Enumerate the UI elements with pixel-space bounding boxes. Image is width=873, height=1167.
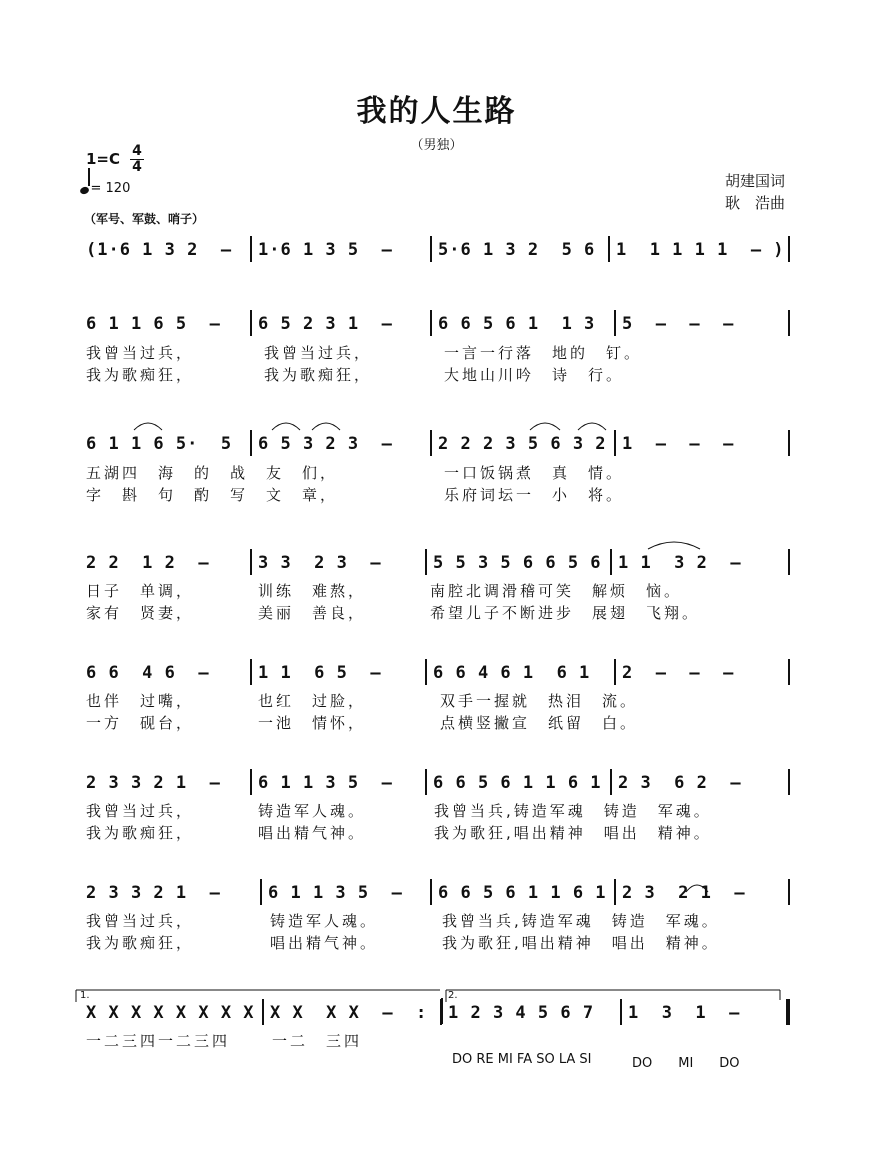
instrument-note: （军号、军鼓、哨子） bbox=[84, 212, 205, 226]
lyric-line: 五湖四 海 的 战 友 们， bbox=[86, 464, 339, 482]
song-subtitle: （男独） bbox=[410, 138, 463, 153]
bar-line bbox=[425, 769, 427, 795]
lyric-line: 日子 单调， bbox=[86, 582, 195, 600]
lyric-line: 一口饭锅煮 真 情。 bbox=[444, 464, 625, 482]
bar-line bbox=[430, 236, 432, 262]
measure-6-4: 2 3 6 2 – bbox=[618, 773, 742, 793]
lyric-line: 我为歌痴狂， bbox=[86, 934, 195, 952]
lyric-line: 铸造军人魂。 bbox=[258, 802, 367, 820]
measure-7-2: 6 1 1 3 5 – bbox=[268, 883, 403, 903]
bar-line bbox=[788, 769, 790, 795]
lyric-line: 一池 情怀， bbox=[258, 714, 367, 732]
composer: 耿 浩曲 bbox=[724, 194, 785, 212]
lyric-line: 我为歌痴狂， bbox=[86, 824, 195, 842]
time-signature bbox=[130, 144, 144, 175]
measure-5-2: 1 1 6 5 – bbox=[258, 663, 382, 683]
measure-3-1: 6 1 1 6 5· 5 bbox=[86, 434, 233, 454]
quarter-note-icon bbox=[79, 186, 90, 196]
song-title: 我的人生路 bbox=[356, 94, 517, 129]
measure-5-4: 2 – – – bbox=[622, 663, 735, 683]
measure-4-2: 3 3 2 3 – bbox=[258, 553, 382, 573]
bar-line bbox=[425, 659, 427, 685]
measure-3-4: 1 – – – bbox=[622, 434, 735, 454]
bar-line bbox=[250, 310, 252, 336]
lyric-line: 一二三四一二三四 bbox=[86, 1032, 231, 1050]
lyric-line: 大地山川吟 诗 行。 bbox=[444, 366, 625, 384]
bar-line bbox=[610, 549, 612, 575]
lyric-line: 乐府词坛一 小 将。 bbox=[444, 486, 625, 504]
measure-7-1: 2 3 3 2 1 – bbox=[86, 883, 221, 903]
measure-8-4: 1 3 1 – bbox=[628, 1003, 741, 1023]
measure-3-3: 2 2 2 3 5 6 3 2 bbox=[438, 434, 607, 454]
bar-line bbox=[614, 879, 616, 905]
lyric-line: 我为歌狂,唱出精神 唱出 精神。 bbox=[442, 934, 720, 952]
lyric-line: 我曾当过兵， bbox=[86, 802, 195, 820]
lyric-line: 美丽 善良， bbox=[258, 604, 367, 622]
lyric-line: 训练 难熬， bbox=[258, 582, 367, 600]
ending-2-label: 2. bbox=[448, 990, 458, 1001]
bar-line bbox=[614, 310, 616, 336]
lyric-line: 也伴 过嘴， bbox=[86, 692, 195, 710]
lyric-line: 字 斟 句 酌 写 文 章， bbox=[86, 486, 339, 504]
measure-1-4: 1 1 1 1 1 – ) bbox=[616, 240, 785, 260]
bar-line bbox=[610, 769, 612, 795]
lyric-line: 我曾当过兵， bbox=[86, 344, 195, 362]
measure-5-3: 6 6 4 6 1 6 1 bbox=[433, 663, 591, 683]
bar-line bbox=[620, 999, 622, 1025]
measure-3-2: 6 5 3 2 3 – bbox=[258, 434, 393, 454]
lyric-line: 我曾当过兵， bbox=[86, 912, 195, 930]
time-numerator: 4 bbox=[132, 143, 142, 159]
lyric-line: 我曾当兵,铸造军魂 铸造 军魂。 bbox=[442, 912, 720, 930]
bar-line bbox=[788, 430, 790, 456]
lyric-line: 我为歌狂,唱出精神 唱出 精神。 bbox=[434, 824, 712, 842]
time-denominator: 4 bbox=[132, 159, 142, 175]
measure-8-1: X X X X X X X X bbox=[86, 1003, 255, 1023]
measure-8-3: 1 2 3 4 5 6 7 bbox=[448, 1003, 595, 1023]
slur-mark bbox=[272, 423, 300, 430]
bar-line bbox=[440, 999, 442, 1025]
lyric-line: 也红 过脸， bbox=[258, 692, 367, 710]
measure-4-3: 5 5 3 5 6 6 5 6 bbox=[433, 553, 602, 573]
key-signature: 1=C bbox=[86, 150, 121, 168]
lyric-line: 一方 砚台， bbox=[86, 714, 195, 732]
bar-line bbox=[430, 430, 432, 456]
bar-line bbox=[614, 430, 616, 456]
measure-1-1: (1·6 1 3 2 – bbox=[86, 240, 233, 260]
bar-line bbox=[608, 236, 610, 262]
bar-line bbox=[250, 236, 252, 262]
ending-1-label: 1. bbox=[80, 990, 90, 1001]
lyric-line: 一言一行落 地的 钉。 bbox=[444, 344, 643, 362]
tempo-marking bbox=[80, 174, 130, 196]
slur-mark bbox=[648, 542, 700, 549]
measure-6-1: 2 3 3 2 1 – bbox=[86, 773, 221, 793]
slur-mark bbox=[578, 423, 606, 430]
bar-line bbox=[260, 879, 262, 905]
bar-line bbox=[788, 659, 790, 685]
slur-mark bbox=[312, 423, 340, 430]
measure-6-2: 6 1 1 3 5 – bbox=[258, 773, 393, 793]
bar-line bbox=[788, 549, 790, 575]
bar-line bbox=[250, 659, 252, 685]
solfege-line: DO RE MI FA SO LA SI bbox=[452, 1052, 592, 1067]
lyric-line: 南腔北调滑稽可笑 解烦 恼。 bbox=[430, 582, 683, 600]
bar-line bbox=[788, 310, 790, 336]
slur-mark bbox=[134, 423, 162, 430]
lyricist: 胡建国词 bbox=[724, 172, 785, 190]
tempo-value: = 120 bbox=[90, 181, 131, 196]
bar-line bbox=[425, 549, 427, 575]
bar-line bbox=[430, 310, 432, 336]
bar-line bbox=[788, 879, 790, 905]
measure-5-1: 6 6 4 6 – bbox=[86, 663, 210, 683]
lyric-line: 铸造军人魂。 bbox=[270, 912, 379, 930]
bar-line bbox=[788, 236, 790, 262]
measure-4-1: 2 2 1 2 – bbox=[86, 553, 210, 573]
bar-line bbox=[250, 430, 252, 456]
bar-line bbox=[614, 659, 616, 685]
lyric-line: 双手一握就 热泪 流。 bbox=[440, 692, 639, 710]
measure-2-4: 5 – – – bbox=[622, 314, 735, 334]
measure-4-4: 1 1 3 2 – bbox=[618, 553, 742, 573]
lyric-line: 点横竖撇宣 纸留 白。 bbox=[440, 714, 639, 732]
measure-1-3: 5·6 1 3 2 5 6 bbox=[438, 240, 596, 260]
solfege-end: DO MI DO bbox=[632, 1056, 740, 1071]
measure-2-2: 6 5 2 3 1 – bbox=[258, 314, 393, 334]
measure-2-1: 6 1 1 6 5 – bbox=[86, 314, 221, 334]
lyric-line: 唱出精气神。 bbox=[258, 824, 367, 842]
measure-7-3: 6 6 5 6 1 1 6 1 bbox=[438, 883, 607, 903]
bar-line bbox=[250, 549, 252, 575]
lyric-line: 一二 三四 bbox=[272, 1032, 363, 1050]
lyric-line: 我曾当兵,铸造军魂 铸造 军魂。 bbox=[434, 802, 712, 820]
bar-line bbox=[430, 879, 432, 905]
lyric-line: 唱出精气神。 bbox=[270, 934, 379, 952]
lyric-line: 我曾当过兵， bbox=[264, 344, 373, 362]
lyric-line: 我为歌痴狂， bbox=[264, 366, 373, 384]
lyric-line: 我为歌痴狂， bbox=[86, 366, 195, 384]
bar-line bbox=[250, 769, 252, 795]
bar-line bbox=[262, 999, 264, 1025]
measure-1-2: 1·6 1 3 5 – bbox=[258, 240, 393, 260]
measure-7-4: 2 3 2 1 – bbox=[622, 883, 746, 903]
measure-6-3: 6 6 5 6 1 1 6 1 bbox=[433, 773, 602, 793]
bar-line bbox=[786, 999, 790, 1025]
measure-2-3: 6 6 5 6 1 1 3 bbox=[438, 314, 596, 334]
lyric-line: 希望儿子不断进步 展翅 飞翔。 bbox=[430, 604, 701, 622]
measure-8-2: X X X X – : bbox=[270, 1003, 428, 1023]
lyric-line: 家有 贤妻， bbox=[86, 604, 195, 622]
slur-mark bbox=[530, 423, 560, 430]
